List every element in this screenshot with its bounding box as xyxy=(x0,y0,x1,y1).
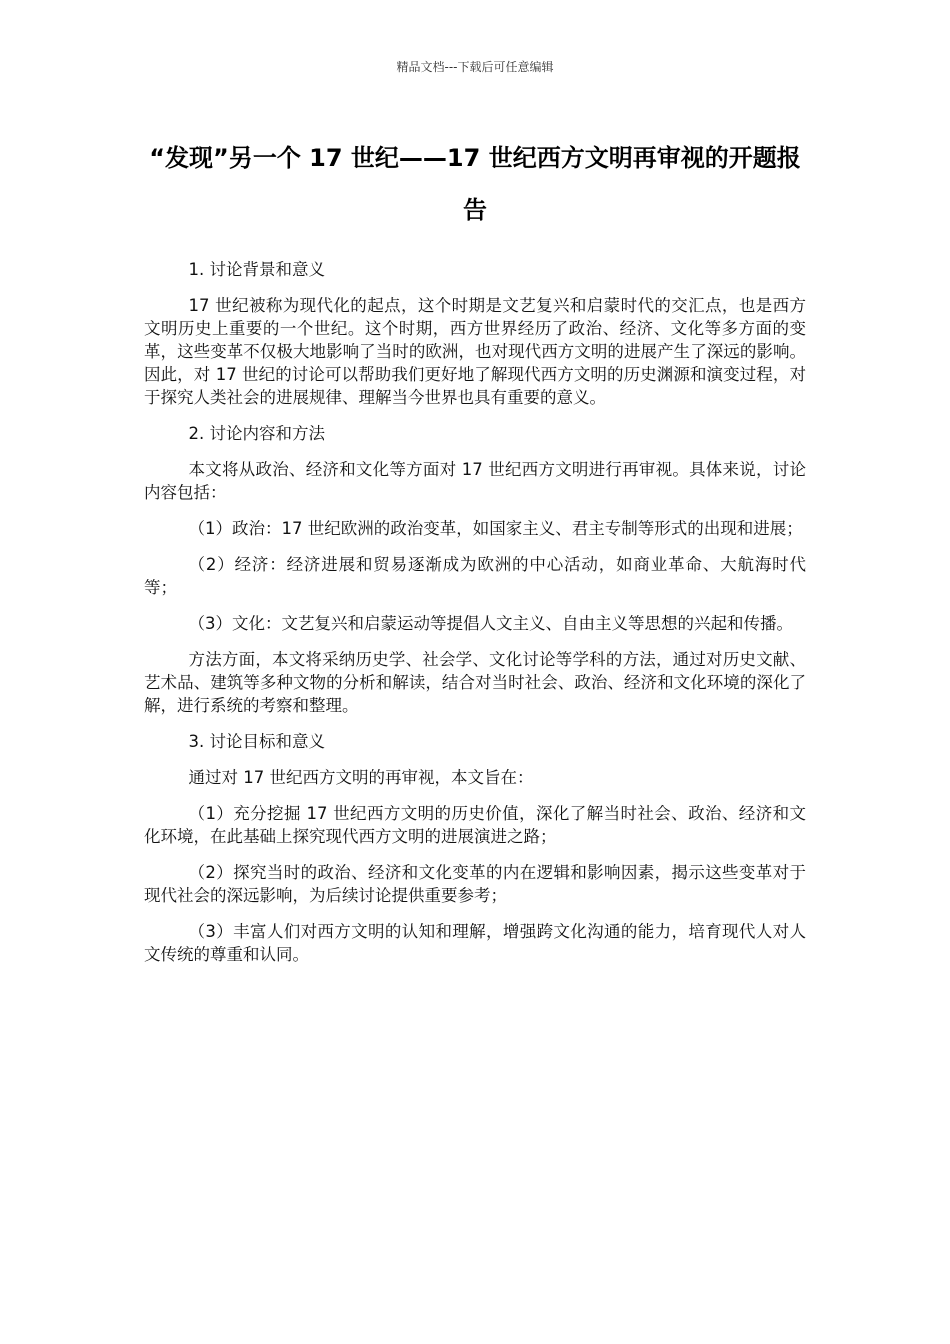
section-2-item-economy: （2）经济：经济进展和贸易逐渐成为欧洲的中心活动，如商业革命、大航海时代等； xyxy=(144,555,806,597)
section-2-item-politics: （1）政治：17 世纪欧洲的政治变革，如国家主义、君主专制等形式的出现和进展； xyxy=(188,519,803,538)
section-1-paragraph: 17 世纪被称为现代化的起点，这个时期是文艺复兴和启蒙时代的交汇点，也是西方文明历史上重要的一个世纪。这个时期，西方世界经历了政治、经济、文化等多方面的变革，这些变革不仅极大地影响了当时的欧洲，也对现代西方文明的进展产生了深远的影响。因此，对 17 世纪的讨论可以帮助我们更好地了解现代西方文明的历史渊源和演变过程，对于探究人类社会的进展规律、理解当今世界也具有重要的意义。 xyxy=(144,296,806,407)
section-1-heading: 1. 讨论背景和意义 xyxy=(188,260,326,279)
section-3-heading: 3. 讨论目标和意义 xyxy=(188,732,326,751)
header-note: 精品文档---下载后可任意编辑 xyxy=(396,60,554,74)
section-2-method: 方法方面，本文将采纳历史学、社会学、文化讨论等学科的方法，通过对历史文献、艺术品、建筑等多种文物的分析和解读，结合对当时社会、政治、经济和文化环境的深化了解，进行系统的考察和整理。 xyxy=(144,650,806,715)
section-2-heading: 2. 讨论内容和方法 xyxy=(188,424,326,443)
document-body xyxy=(144,258,806,979)
section-2-intro: 本文将从政治、经济和文化等方面对 17 世纪西方文明进行再审视。具体来说，讨论内容包括： xyxy=(144,460,806,502)
section-3-item-2: （2）探究当时的政治、经济和文化变革的内在逻辑和影响因素，揭示这些变革对于现代社会的深远影响，为后续讨论提供重要参考； xyxy=(144,863,806,905)
section-2-item-culture: （3）文化：文艺复兴和启蒙运动等提倡人文主义、自由主义等思想的兴起和传播。 xyxy=(188,614,794,633)
section-3-item-3: （3）丰富人们对西方文明的认知和理解，增强跨文化沟通的能力，培育现代人对人文传统的尊重和认同。 xyxy=(144,922,806,964)
section-3-item-1: （1）充分挖掘 17 世纪西方文明的历史价值，深化了解当时社会、政治、经济和文化环境，在此基础上探究现代西方文明的进展演进之路； xyxy=(144,804,806,846)
section-3-intro: 通过对 17 世纪西方文明的再审视，本文旨在： xyxy=(188,768,534,787)
document-title: “发现”另一个 17 世纪——17 世纪西方文明再审视的开题报告 xyxy=(149,144,801,224)
